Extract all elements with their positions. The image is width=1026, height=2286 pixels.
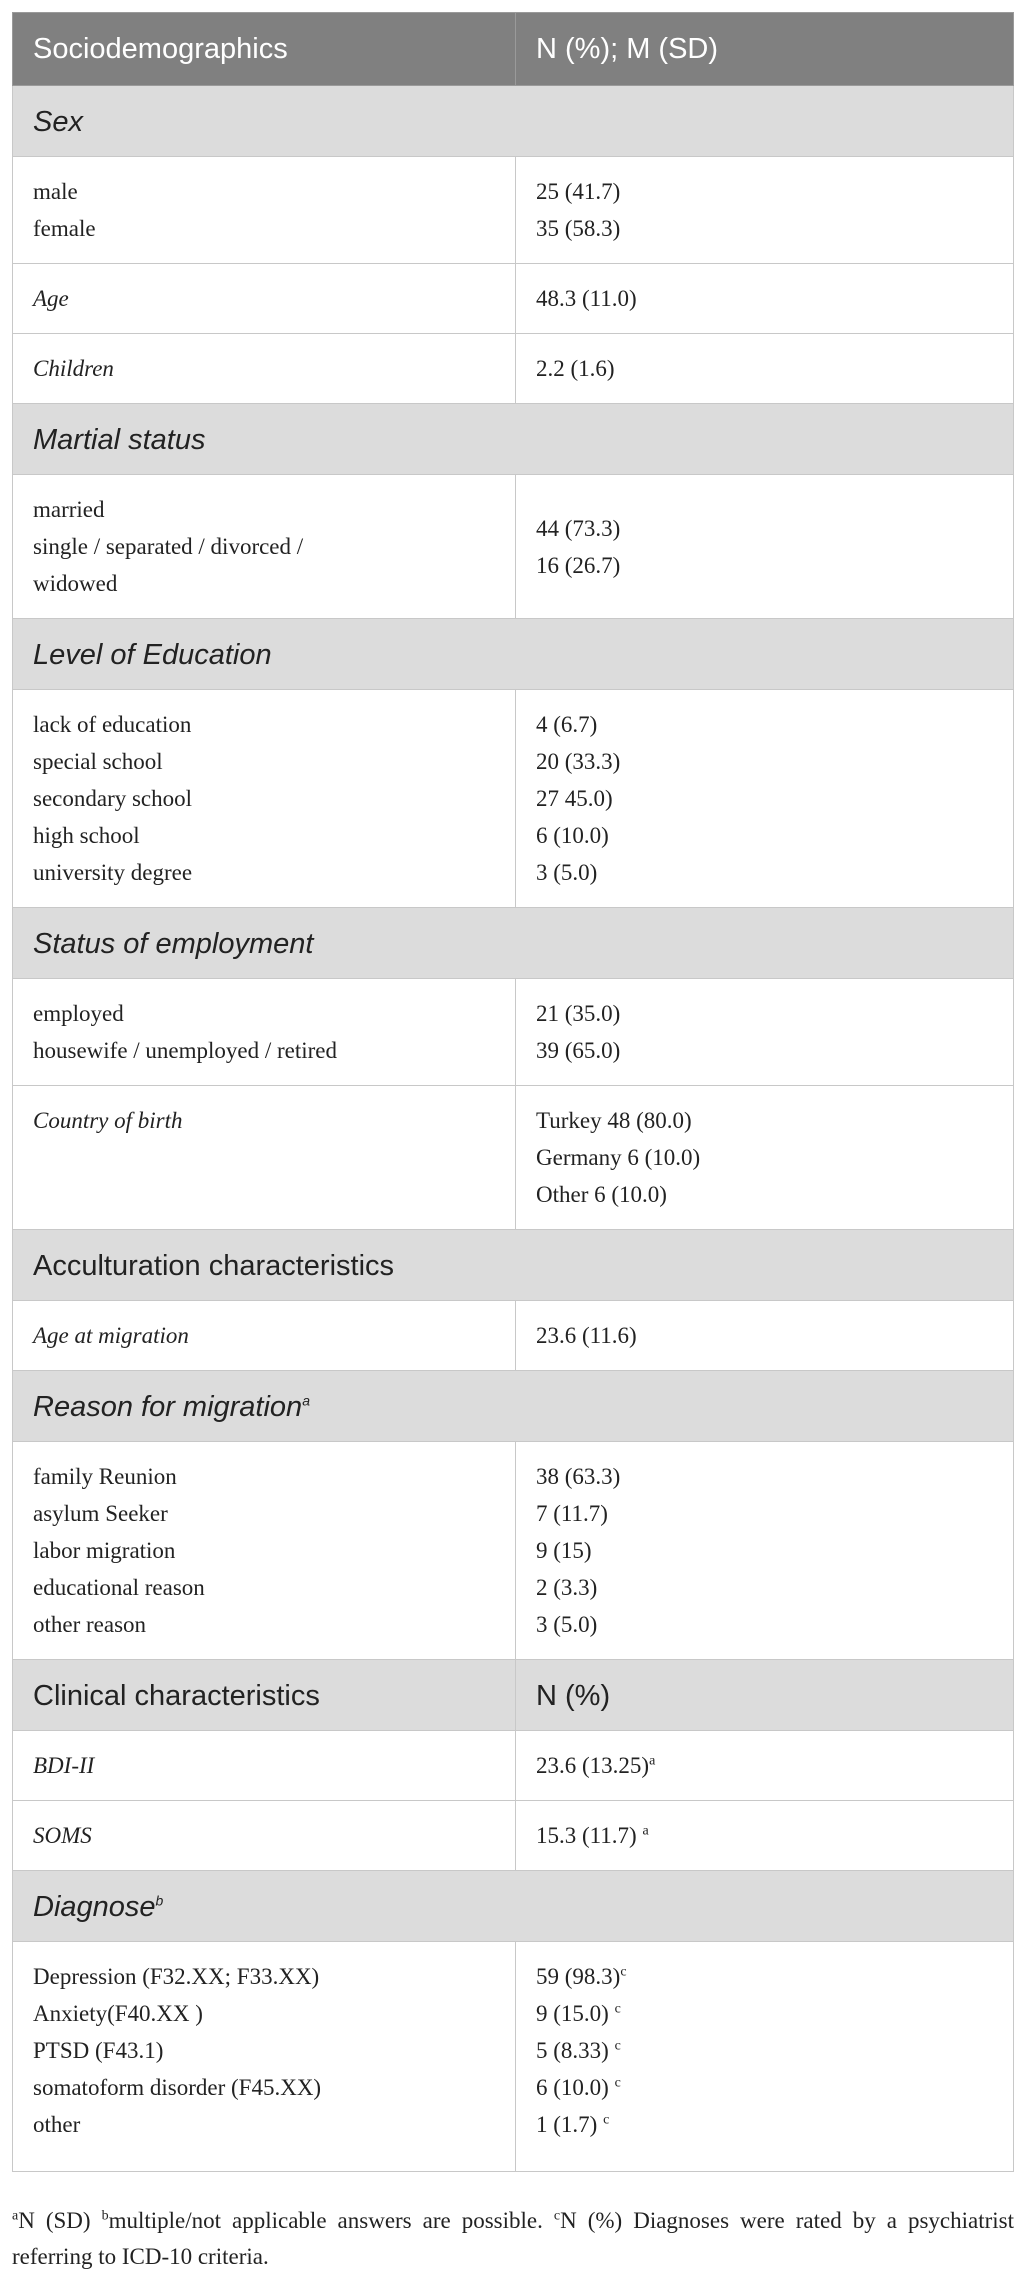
row-label: family Reunion: [33, 1464, 177, 1489]
footnote-a-text: N (SD): [18, 2208, 102, 2233]
footnote-marker: b: [101, 2208, 109, 2224]
row-value: [536, 1995, 993, 2032]
row-label: SOMS: [13, 1801, 516, 1871]
row-value: 4 (6.7): [536, 712, 598, 737]
section-title: Status of employment: [13, 908, 1014, 979]
row-labels: [13, 979, 516, 1086]
value-text: 5 (8.33): [536, 2038, 615, 2063]
row-value: 21 (35.0): [536, 1001, 621, 1026]
row-value: 2 (3.3): [536, 1575, 598, 1600]
row-label: labor migration: [33, 1538, 176, 1563]
footnote-marker: a: [642, 1823, 649, 1839]
section-title-text: Reason for migration: [33, 1391, 303, 1423]
footnote-c-text: N (%) Diagnoses were rated by a psychiatrist referring to ICD-10 criteria.: [12, 2208, 1014, 2269]
footnote-marker: c: [553, 2208, 561, 2224]
footnote-marker: a: [302, 1392, 310, 1409]
section-diagnose: [13, 1871, 1014, 1942]
row-label: Children: [13, 334, 516, 404]
row-values: [516, 475, 1014, 619]
value-text: 59 (98.3): [536, 1964, 621, 1989]
footnote-marker: a: [649, 1753, 656, 1769]
value-text: 9 (15.0): [536, 2001, 615, 2026]
row-value: Other 6 (10.0): [536, 1182, 667, 1207]
row-value: [516, 1801, 1014, 1871]
section-marital: [13, 404, 1014, 475]
row-label: special school: [33, 749, 163, 774]
row-label: male: [33, 179, 78, 204]
row-label: employed: [33, 1001, 124, 1026]
row-value: [536, 2106, 993, 2143]
row-value: 7 (11.7): [536, 1501, 608, 1526]
footnote-marker: b: [155, 1892, 164, 1909]
row-label: female: [33, 216, 96, 241]
row-label: Country of birth: [13, 1086, 516, 1230]
row-label: lack of education: [33, 712, 192, 737]
table-footnote: [12, 2203, 1014, 2275]
row-label: Age at migration: [13, 1301, 516, 1371]
section-education: [13, 619, 1014, 690]
row-labels: [13, 1442, 516, 1660]
row-label: single / separated / divorced /: [33, 534, 304, 559]
row-label: widowed: [33, 571, 118, 596]
row-labels: [13, 690, 516, 908]
row-label: university degree: [33, 860, 193, 885]
table-row: [13, 334, 1014, 404]
section-title: Clinical characteristics: [13, 1660, 516, 1731]
header-sociodemographics: Sociodemographics: [13, 13, 516, 86]
row-value: [516, 1731, 1014, 1801]
row-value: 39 (65.0): [536, 1038, 621, 1063]
row-value: [536, 1958, 993, 1995]
section-reason: [13, 1371, 1014, 1442]
row-value: 44 (73.3): [536, 515, 621, 541]
row-values: [516, 1442, 1014, 1660]
table-row: [13, 1801, 1014, 1871]
section-title: Sex: [13, 86, 1014, 157]
table-row: [13, 475, 1014, 619]
row-values: [516, 1086, 1014, 1230]
footnote-marker: c: [614, 2075, 621, 2091]
row-label: other: [33, 2112, 81, 2137]
footnote-marker: c: [603, 2112, 610, 2128]
section-sex: [13, 86, 1014, 157]
section-title-text: Diagnose: [33, 1891, 156, 1923]
row-value: 3 (5.0): [536, 860, 598, 885]
row-value: 6 (10.0): [536, 823, 609, 848]
value-text: 1 (1.7): [536, 2112, 604, 2137]
section-employment: [13, 908, 1014, 979]
footnote-marker: c: [614, 2001, 621, 2017]
row-label: secondary school: [33, 786, 193, 811]
row-label: BDI-II: [13, 1731, 516, 1801]
value-text: 15.3 (11.7): [536, 1823, 643, 1848]
table-row: [13, 690, 1014, 908]
row-values: [516, 1942, 1014, 2172]
section-title: [13, 1371, 1014, 1442]
row-values: [516, 979, 1014, 1086]
table-row: [13, 1086, 1014, 1230]
row-values: [516, 690, 1014, 908]
row-value: Germany 6 (10.0): [536, 1145, 701, 1170]
table-row: [13, 1942, 1014, 2172]
row-label: Depression (F32.XX; F33.XX): [33, 1964, 320, 1989]
row-label: Anxiety(F40.XX ): [33, 2001, 203, 2026]
footnote-b-text: multiple/not applicable answers are possible.: [108, 2208, 554, 2233]
row-labels: [13, 1942, 516, 2172]
row-label: PTSD (F43.1): [33, 2038, 164, 2063]
row-label: Age: [13, 264, 516, 334]
footnote-marker: c: [614, 2038, 621, 2054]
row-value: [536, 2032, 993, 2069]
footnote-marker: c: [620, 1964, 627, 1980]
row-label: housewife / unemployed / retired: [33, 1038, 338, 1063]
row-values: [516, 157, 1014, 264]
section-acculturation: [13, 1230, 1014, 1301]
row-label: other reason: [33, 1612, 147, 1637]
row-label: somatoform disorder (F45.XX): [33, 2075, 322, 2100]
row-value: 9 (15): [536, 1538, 592, 1563]
table-row: [13, 1301, 1014, 1371]
table-row: [13, 1731, 1014, 1801]
row-value: 2.2 (1.6): [516, 334, 1014, 404]
section-title: Level of Education: [13, 619, 1014, 690]
row-labels: [13, 475, 516, 619]
row-value: 3 (5.0): [536, 1612, 598, 1637]
sociodemographics-table: [12, 12, 1014, 2172]
table-row: [13, 264, 1014, 334]
row-value: 38 (63.3): [536, 1464, 621, 1489]
table-row: [13, 1442, 1014, 1660]
table-header-row: [13, 13, 1014, 86]
table-row: [13, 157, 1014, 264]
section-title: [13, 1871, 1014, 1942]
section-title: Martial status: [13, 404, 1014, 475]
row-value: 35 (58.3): [536, 216, 621, 241]
row-label: high school: [33, 823, 140, 848]
row-value: 48.3 (11.0): [516, 264, 1014, 334]
row-labels: [13, 157, 516, 264]
row-label: educational reason: [33, 1575, 205, 1600]
row-value: 25 (41.7): [536, 179, 621, 204]
header-n-m: N (%); M (SD): [516, 13, 1014, 86]
row-label: asylum Seeker: [33, 1501, 168, 1526]
row-value: 27 45.0): [536, 786, 613, 811]
row-value: 23.6 (11.6): [516, 1301, 1014, 1371]
row-value: 20 (33.3): [536, 749, 621, 774]
value-text: 23.6 (13.25): [536, 1753, 650, 1778]
footnote-marker: a: [12, 2208, 19, 2224]
section-col2: N (%): [516, 1660, 1014, 1731]
row-value: [536, 2069, 993, 2106]
value-text: 6 (10.0): [536, 2075, 615, 2100]
section-title: Acculturation characteristics: [13, 1230, 1014, 1301]
table-row: [13, 979, 1014, 1086]
section-clinical: [13, 1660, 1014, 1731]
row-value: 16 (26.7): [536, 552, 621, 578]
row-label: married: [33, 497, 105, 522]
row-value: Turkey 48 (80.0): [536, 1108, 692, 1133]
